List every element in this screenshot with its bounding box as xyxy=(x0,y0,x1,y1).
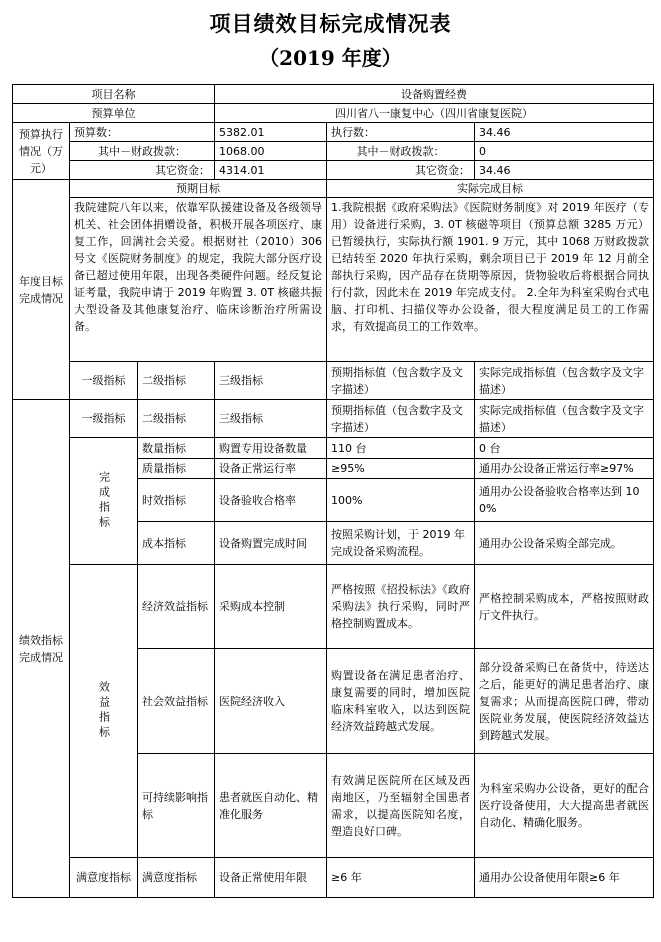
satisfaction-indicator-label: 满意度指标 xyxy=(70,858,138,898)
project-name-value: 设备购置经费 xyxy=(215,85,654,104)
fiscal-exec-value: 0 xyxy=(475,142,654,161)
actual-header-2: 实际完成指标值（包含数字及文字描述） xyxy=(475,400,654,438)
level2-cell: 社会效益指标 xyxy=(138,649,215,754)
completion-indicator-label xyxy=(70,438,138,565)
planned-header: 预期目标 xyxy=(70,180,327,198)
table-row xyxy=(13,104,654,123)
budget-total-value: 5382.01 xyxy=(215,123,327,142)
table-row xyxy=(13,198,654,362)
level1-header: 一级指标 xyxy=(70,400,138,438)
actual-cell: 通用办公设备验收合格率达到 100% xyxy=(475,479,654,522)
expected-cell: ≥6 年 xyxy=(327,858,475,898)
table-row xyxy=(13,85,654,104)
benefit-indicator-label xyxy=(70,565,138,858)
expected-cell: 有效满足医院所在区域及西南地区，乃至辐射全国患者需求，以提高医院知名度，塑造良好口碑。 xyxy=(327,754,475,858)
actual-cell: 严格控制采购成本，严格按照财政厅文件执行。 xyxy=(475,565,654,649)
level2-cell: 成本指标 xyxy=(138,522,215,565)
actual-header: 实际完成目标 xyxy=(327,180,654,198)
actual-cell: 通用办公设备使用年限≥6 年 xyxy=(475,858,654,898)
table-row xyxy=(13,858,654,898)
actual-header-2: 实际完成指标值（包含数字及文字描述） xyxy=(475,362,654,400)
expected-cell: 按照采购计划，于 2019 年完成设备采购流程。 xyxy=(327,522,475,565)
actual-cell: 部分设备采购已在备货中，待送达之后，能更好的满足患者治疗、康复需求；从而提高医院口碑，带动医院业务发展，使医院经济效益达到跨越式发展。 xyxy=(475,649,654,754)
level2-header: 二级指标 xyxy=(138,362,215,400)
table-row xyxy=(13,142,654,161)
fiscal-budget-label: 其中－财政拨款： xyxy=(70,142,215,161)
actual-cell: 通用办公设备正常运行率≥97% xyxy=(475,459,654,479)
table-row xyxy=(13,362,654,400)
table-row xyxy=(13,123,654,142)
level3-cell: 采购成本控制 xyxy=(215,565,327,649)
page-title: 项目绩效目标完成情况表 xyxy=(209,11,452,36)
table-row xyxy=(13,161,654,180)
other-budget-value: 4314.01 xyxy=(215,161,327,180)
level2-header: 二级指标 xyxy=(138,400,215,438)
level2-cell: 质量指标 xyxy=(138,459,215,479)
actual-text: 1.我院根据《政府采购法》《医院财务制度》对 2019 年医疗（专用）设备进行采购，3. 0T 核磁等项目（预算总额 3285 万元）已暂缓执行，实际执行额 1901. 9 万元，其中 1068 万财政拨款已结转至 2020 年执行采购，剩余项目已于 2019 年 12 月前全部执行采购，因产品存在货期等原因，货物验收后将根据合同执行付款，因此未在 2019 年完成支付。 2.全年为科室采购台式电脑、打印机、扫描仪等办公设备，很大程度满足员工的工作需求，有效提高员工的工作效率。 xyxy=(327,198,654,362)
exec-total-value: 34.46 xyxy=(475,123,654,142)
expected-cell: 严格按照《招投标法》《政府采购法》执行采购，同时严格控制购置成本。 xyxy=(327,565,475,649)
level3-cell: 患者就医自动化、精准化服务 xyxy=(215,754,327,858)
level3-cell: 设备验收合格率 xyxy=(215,479,327,522)
budget-total-label: 预算数： xyxy=(70,123,215,142)
actual-cell: 通用办公设备采购全部完成。 xyxy=(475,522,654,565)
expected-cell: 100% xyxy=(327,479,475,522)
expected-header: 预期指标值（包含数字及文字描述） xyxy=(327,400,475,438)
expected-cell: 购置设备在满足患者治疗、康复需要的同时，增加医院临床科室收入，以达到医院经济效益跨越式发展。 xyxy=(327,649,475,754)
completion-indicator-text: 完成指标 xyxy=(97,471,111,531)
other-exec-value: 34.46 xyxy=(475,161,654,180)
actual-cell: 0 台 xyxy=(475,438,654,459)
level3-cell: 设备正常使用年限 xyxy=(215,858,327,898)
level2-cell: 经济效益指标 xyxy=(138,565,215,649)
fiscal-exec-label: 其中－财政拨款： xyxy=(327,142,475,161)
level3-cell: 设备购置完成时间 xyxy=(215,522,327,565)
level2-cell: 满意度指标 xyxy=(138,858,215,898)
table-row xyxy=(13,565,654,649)
table-row xyxy=(13,400,654,438)
fiscal-budget-value: 1068.00 xyxy=(215,142,327,161)
performance-table xyxy=(12,84,654,898)
level2-cell: 可持续影响指标 xyxy=(138,754,215,858)
unit-label: 预算单位 xyxy=(13,104,215,123)
planned-text: 我院建院八年以来，依靠军队援建设备及各级领导机关、社会团体捐赠设备，积极开展各项医疗、康复工作，回满社会关爱。根据财社（2010）306 号文《医院财务制度》的规定，我院大部分医疗设备已超过使用年限，出现各类硬件问题。经反复论证考量，我院申请于 2019 年购置 3. 0T 核磁共振大型设备及其他康复治疗、临床诊断治疗所需设备。 xyxy=(70,198,327,362)
annual-section-label: 年度目标完成情况 xyxy=(13,180,70,400)
level3-cell: 购置专用设备数量 xyxy=(215,438,327,459)
level3-cell: 设备正常运行率 xyxy=(215,459,327,479)
project-name-label: 项目名称 xyxy=(13,85,215,104)
expected-cell: 110 台 xyxy=(327,438,475,459)
expected-header: 预期指标值（包含数字及文字描述） xyxy=(327,362,475,400)
level2-cell: 数量指标 xyxy=(138,438,215,459)
table-row xyxy=(13,180,654,198)
page-subtitle: （2019 年度） xyxy=(259,46,402,70)
other-exec-label: 其它资金： xyxy=(327,161,475,180)
other-budget-label: 其它资金： xyxy=(70,161,215,180)
actual-cell: 为科室采购办公设备，更好的配合医疗设备使用，大大提高患者就医自动化、精确化服务。 xyxy=(475,754,654,858)
level1-header: 一级指标 xyxy=(70,362,138,400)
unit-value: 四川省八一康复中心（四川省康复医院） xyxy=(215,104,654,123)
exec-total-label: 执行数： xyxy=(327,123,475,142)
level3-cell: 医院经济收入 xyxy=(215,649,327,754)
benefit-indicator-text: 效益指标 xyxy=(97,681,111,741)
level2-cell: 时效指标 xyxy=(138,479,215,522)
performance-section-label: 绩效指标完成情况 xyxy=(13,400,70,898)
budget-section-label: 预算执行情况（万元） xyxy=(13,123,70,180)
table-row xyxy=(13,438,654,459)
level3-header: 三级指标 xyxy=(215,362,327,400)
expected-cell: ≥95% xyxy=(327,459,475,479)
level3-header: 三级指标 xyxy=(215,400,327,438)
